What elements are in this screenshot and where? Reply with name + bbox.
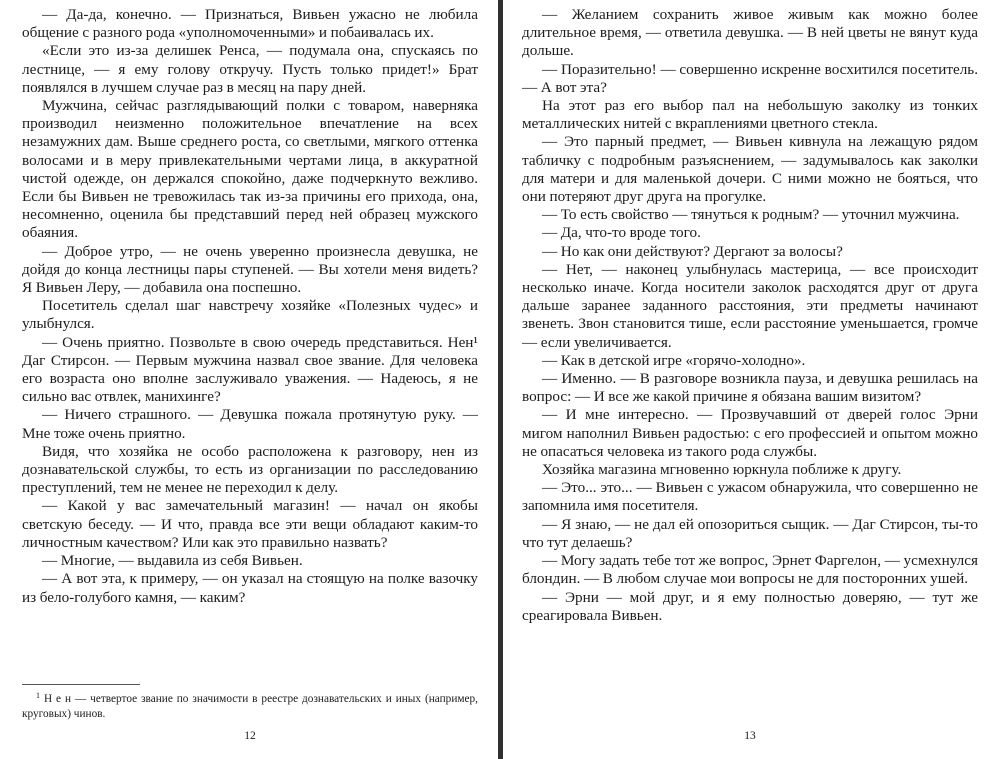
paragraph: — Но как они действуют? Дергают за волосы? [542, 242, 843, 260]
page-number-left: 12 [244, 730, 256, 742]
paragraph: — Именно. — В разговоре возникла пауза, и девушка решилась на вопрос: — И все же какой причине я обязана вашим визитом? [522, 370, 978, 406]
footnote-text: Н е н — четвертое звание по значимости в реестре дознавательских и иных (например, круговых) чинов. [22, 693, 479, 720]
paragraph: — Эрни — мой друг, и я ему полностью доверяю, — тут же среагировала Вивьен. [522, 588, 978, 624]
book-gutter [498, 0, 503, 759]
paragraph: — Как в детской игре «горячо-холодно». [542, 351, 806, 369]
paragraph: — Да-да, конечно. — Признаться, Вивьен ужасно не любила общение с разного рода «уполномоченными» и побаивалась их. [22, 6, 478, 42]
paragraph: Видя, что хозяйка не особо расположена к разговору, нен из дознавательской службы, то есть из организации по расследованию преступлений, тем не менее не переходил к делу. [22, 442, 478, 497]
left-page-body [22, 6, 478, 607]
paragraph: — Поразительно! — совершенно искренне восхитился посетитель. — А вот эта? [522, 60, 978, 96]
paragraph: — Я знаю, — не дал ей опозориться сыщик. — Даг Стирсон, ты-то что тут делаешь? [522, 515, 978, 551]
page-number-right: 13 [744, 730, 756, 742]
footnote [22, 688, 478, 722]
right-page-body [522, 6, 978, 625]
paragraph: Мужчина, сейчас разглядывающий полки с товаром, наверняка производил неизменно положительное впечатление на всех незамужних дам. Выше среднего роста, со светлыми, мягкого оттенка волосами и в меру привлекательными чертами лица, в аккуратной чистой одежде, он держался спокойно, даже подчеркнуто вежливо. Если бы Вивьен не тревожилась так из-за причины его прихода, она, несомненно, оценила бы представший перед ней образец мужского обаяния. [22, 97, 478, 242]
paragraph: — А вот эта, к примеру, — он указал на стоящую на полке вазочку из бело-голубого камня, — каким? [22, 570, 478, 606]
left-page [22, 0, 478, 759]
footnote-divider [22, 684, 140, 685]
paragraph: — Желанием сохранить живое живым как можно более длительное время, — ответила девушка. — В ней цветы не вянут куда дольше. [522, 6, 978, 60]
footnote-marker: 1 [36, 691, 40, 700]
paragraph: — Нет, — наконец улыбнулась мастерица, — все происходит несколько иначе. Когда носители заколок расходятся друг от друга дальше заранее заданного расстояния, эти предметы начинают звенеть. Звон становится тише, если расстояние уменьшается, громче — если увеличивается. [522, 260, 978, 351]
paragraph: — Ничего страшного. — Девушка пожала протянутую руку. — Мне тоже очень приятно. [22, 406, 478, 442]
paragraph: Посетитель сделал шаг навстречу хозяйке «Полезных чудес» и улыбнулся. [22, 297, 478, 333]
paragraph: — Это... это... — Вивьен с ужасом обнаружила, что совершенно не запомнила имя посетителя. [522, 479, 978, 515]
paragraph: — То есть свойство — тянуться к родным? — уточнил мужчина. [542, 206, 960, 224]
right-page [522, 0, 978, 759]
paragraph: — Могу задать тебе тот же вопрос, Эрнет Фаргелон, — усмехнулся блондин. — В любом случае мои вопросы не для посторонних ушей. [522, 552, 978, 588]
paragraph: — Какой у вас замечательный магазин! — начал он якобы светскую беседу. — И что, правда все эти вещи обладают каким-то личностным качеством? Или как это правильно назвать? [22, 497, 478, 551]
paragraph: Хозяйка магазина мгновенно юркнула поближе к другу. [542, 461, 902, 479]
paragraph: — И мне интересно. — Прозвучавший от дверей голос Эрни мигом наполнил Вивьен радостью: с его профессией и опытом можно не опасаться человека из такого рода службы. [522, 406, 978, 460]
paragraph: — Очень приятно. Позвольте в свою очередь представиться. Нен¹ Даг Стирсон. — Первым мужчина назвал свое звание. Для человека его возраста оно вполне заслуживало уважения. — Надеюсь, я не сильно вас отвлек, манихинге? [22, 333, 478, 406]
paragraph: — Это парный предмет, — Вивьен кивнула на лежащую рядом табличку с подробным разъяснением, — задумывалось как заколки для матери и для маленькой дочери. С ними можно не бояться, что они потеряют друг друга на прогулке. [522, 133, 978, 206]
paragraph: — Многие, — выдавила из себя Вивьен. [42, 552, 303, 570]
paragraph: — Да, что-то вроде того. [542, 224, 701, 242]
paragraph: «Если это из-за делишек Ренса, — подумала она, спускаясь по лестнице, — я ему голову откручу. Пусть только придет!» Брат появлялся в лучшем случае раз в месяц на пару дней. [22, 42, 478, 96]
paragraph: На этот раз его выбор пал на небольшую заколку из тонких металлических нитей с вкраплениями цветного стекла. [522, 97, 978, 133]
paragraph: — Доброе утро, — не очень уверенно произнесла девушка, не дойдя до конца лестницы пары ступеней. — Вы хотели меня видеть? Я Вивьен Леру, — добавила она поспешно. [22, 242, 478, 297]
